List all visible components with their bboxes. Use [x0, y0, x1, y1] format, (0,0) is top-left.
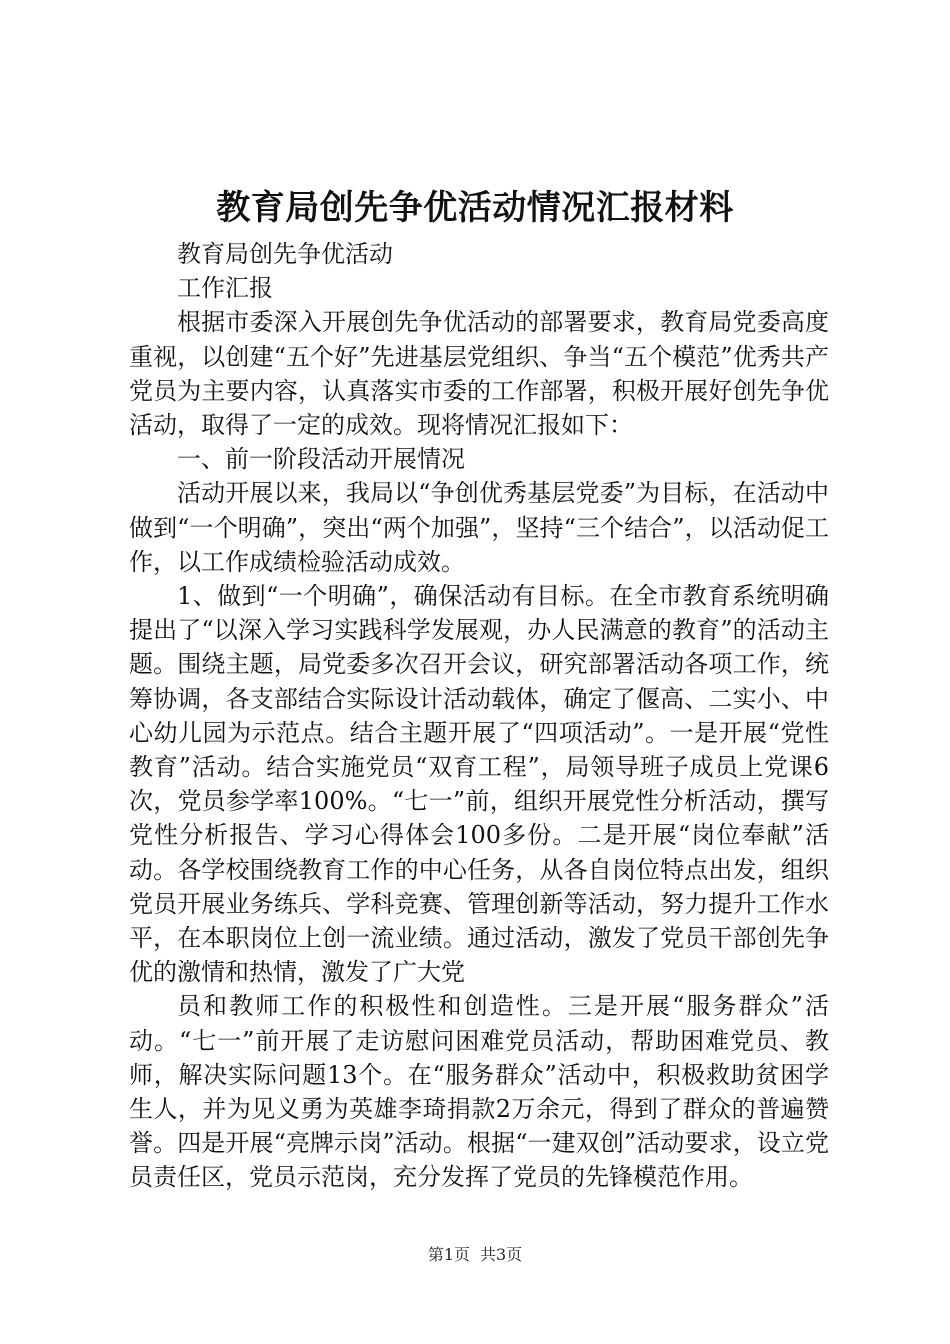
document-title: 教育局创先争优活动情况汇报材料 — [216, 188, 734, 228]
document-body — [129, 237, 829, 1195]
paragraph-point-1-continued: 员和教师工作的积极性和创造性。三是开展“服务群众”活动。“七一”前开展了走访慰问困难党员活动，帮助困难党员、教师，解决实际问题13个。在“服务群众”活动中，积极救助贫困学生人，并为见义勇为英雄李琦捐款2万余元，得到了群众的普遍赞誉。四是开展“亮牌示岗”活动。根据“一建双创”活动要求，设立党员责任区，党员示范岗，充分发挥了党员的先锋模范作用。 — [129, 992, 829, 1192]
section-heading: 一、前一阶段活动开展情况 — [177, 445, 465, 474]
paragraph-subtitle: 教育局创先争优活动 — [177, 240, 393, 268]
paragraph-intro: 根据市委深入开展创先争优活动的部署要求，教育局党委高度重视，以创建“五个好”先进基层党组织、争当“五个模范”优秀共产党员为主要内容，认真落实市委的工作部署，积极开展好创先争优活动，取得了一定的成效。现将情况汇报如下： — [129, 308, 829, 440]
page-number: 第1页 — [427, 1245, 470, 1264]
paragraph-report-label: 工作汇报 — [177, 274, 273, 303]
page-footer — [0, 1244, 950, 1266]
page-total: 共3页 — [480, 1245, 523, 1264]
paragraph-overview: 活动开展以来，我局以“争创优秀基层党委”为目标，在活动中做到“一个明确”，突出“两个加强”，坚持“三个结合”，以活动促工作，以工作成绩检验活动成效。 — [129, 479, 829, 576]
paragraph-point-1: 1、做到“一个明确”，确保活动有目标。在全市教育系统明确提出了“以深入学习实践科学发展观，办人民满意的教育”的活动主题。围绕主题，局党委多次召开会议，研究部署活动各项工作，统筹协调，各支部结合实际设计活动载体，确定了偃高、二实小、中心幼儿园为示范点。结合主题开展了“四项活动”。一是开展“党性教育”活动。结合实施党员“双育工程”，局领导班子成员上党课6次，党员参学率100%。“七一”前，组织开展党性分析活动，撰写党性分析报告、学习心得体会100多份。二是开展“岗位奉献”活动。各学校围绕教育工作的中心任务，从各自岗位特点出发，组织党员开展业务练兵、学科竞赛、管理创新等活动，努力提升工作水平，在本职岗位上创一流业绩。通过活动，激发了党员干部创先争优的激情和热情，激发了广大党 — [129, 582, 829, 987]
